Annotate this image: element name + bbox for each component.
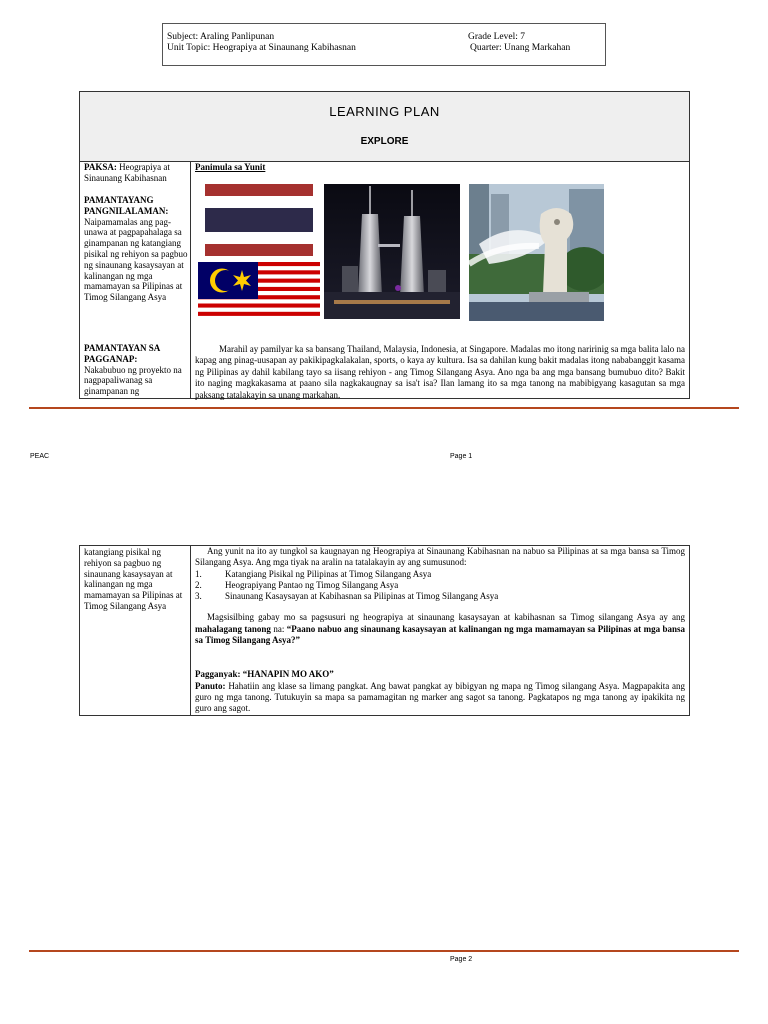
pamantayang-label: PAMANTAYANG PANGNILALAMAN: <box>84 195 169 216</box>
topic-item: 2. Heograpiyang Pantao ng Timog Silangang Asya <box>195 579 399 590</box>
panuto-paragraph <box>195 681 685 715</box>
main-continued <box>195 546 685 715</box>
merlion-photo <box>469 184 604 321</box>
header-info-box <box>162 23 606 66</box>
pagganap-block <box>84 343 188 397</box>
essential-question: “Paano nabuo ang sinaunang kasaysayan at kalinangan ng mga mamamayan sa Pilipinas at mga bansa sa Timog Silangang Asya?” <box>195 623 685 646</box>
plan-title: LEARNING PLAN <box>329 104 440 119</box>
topic-item: 3. Sinaunang Kasaysayan at Kabihasnan sa Pilipinas at Timog Silangang Asya <box>195 591 499 602</box>
page-rule <box>29 407 739 409</box>
thailand-flag <box>205 184 313 256</box>
paksa-text: Heograpiya at Sinaunang Kabihasnan <box>84 162 170 183</box>
petronas-towers-photo <box>324 184 460 319</box>
footer-org: PEAC <box>30 453 50 460</box>
quarter-text: Quarter: Unang Markahan <box>470 43 571 53</box>
malaysia-flag <box>198 262 320 320</box>
continued-left-text: katangiang pisikal ng rehiyon sa pagbuo ng sinaunang kasaysayan at kalinangan ng mga mamamayan sa Pilipinas at Timog Silangang Asya <box>84 547 183 611</box>
panuto-text: Hahatiin ang klase sa limang pangkat. Ang bawat pangkat ay bibigyan ng mapa ng Timog silangang Asya. Magpapakita ang guro ng mga tanong. Tutukuyin sa mapa sa pamamagitan ng marker ang sagot sa tanong. Pagkatapos ng mga tanong ay ipakikita ng guro ang sagot. <box>195 680 685 714</box>
learning-plan-table-continued <box>79 545 690 716</box>
grade-level-text: Grade Level: 7 <box>468 32 525 42</box>
plan-header <box>80 92 689 162</box>
section-heading: Panimula sa Yunit <box>195 162 266 172</box>
topic-item: 1. Katangiang Pisikal ng Pilipinas at Timog Silangang Asya <box>195 568 432 579</box>
footer-page-1: Page 1 <box>450 453 473 460</box>
panuto-label: Panuto: <box>195 680 226 691</box>
guide-bold: mahalagang tanong <box>195 623 271 634</box>
pagganap-text: Nakabubuo ng proyekto na nagpapaliwanag sa ginampanan ng <box>84 364 182 397</box>
unit-paragraph: Ang yunit na ito ay tungkol sa kaugnayan ng Heograpiya at Sinaunang Kabihasnan na nabuo sa Pilipinas at sa mga bansa sa Timog Silangang Asya. Ang mga tiyak na aralin na tatalakayin ay ang sumusunod: <box>195 546 685 568</box>
column-divider <box>190 546 191 715</box>
pagganyak-label: Pagganyak: “HANAPIN MO AKO” <box>195 669 334 680</box>
column-divider <box>190 161 191 398</box>
pagganap-label: PAMANTAYAN SA PAGGANAP: <box>84 343 160 364</box>
guide-paragraph: Magsisilbing gabay mo sa pagsusuri ng heograpiya at sinaunang kasaysayan at kabihasnan sa Timog silangang Asya ay ang mahalagang tanong na: “Paano nabuo ang sinaunang kasaysayan at kalinangan ng mga mamamayan sa Pilipinas at mga bansa sa Timog Silangang Asya?” <box>195 612 685 646</box>
pamantayang-block <box>84 195 188 303</box>
topic-list <box>195 569 685 603</box>
intro-paragraph: Marahil ay pamilyar ka sa bansang Thailand, Malaysia, Indonesia, at Singapore. Madalas mo itong naririnig sa mga balita lalo na kapag ang pinag-uusapan ay pakikipagkalakalan, sports, o kaya ay kultura. Isa sa dahilan kung bakit madalas itong nababanggit kasama ng Pilipinas ay dahil kabilang tayo sa iisang rehiyon - ang Timog Silangang Asya. Ano nga ba ang mga bansang bumubuo dito? Bakit ito naging magkakasama at paano sila nagkakaugnay sa isa't isa? Ilan lamang ito sa mga tanong na mabibigyang kasagutan sa mga paksang tatalakayin sa unang markahan. <box>195 344 685 400</box>
footer-page-2: Page 2 <box>450 956 473 963</box>
pamantayang-text: Naipamamalas ang pag-unawa at pagpapahalaga sa ginampanan ng katangiang pisikal ng rehiyon sa pagbuo ng sinaunang kasaysayan at kalinangan ng mga mamamayan sa Pilipinas at Timog Silangang Asya <box>84 216 188 303</box>
paksa-label: PAKSA: <box>84 162 117 172</box>
unit-topic-text: Unit Topic: Heograpiya at Sinaunang Kabihasnan <box>167 43 356 53</box>
paksa-block <box>84 162 188 184</box>
plan-subtitle: EXPLORE <box>360 136 409 147</box>
page-rule <box>29 950 739 952</box>
subject-text: Subject: Araling Panlipunan <box>167 32 275 42</box>
